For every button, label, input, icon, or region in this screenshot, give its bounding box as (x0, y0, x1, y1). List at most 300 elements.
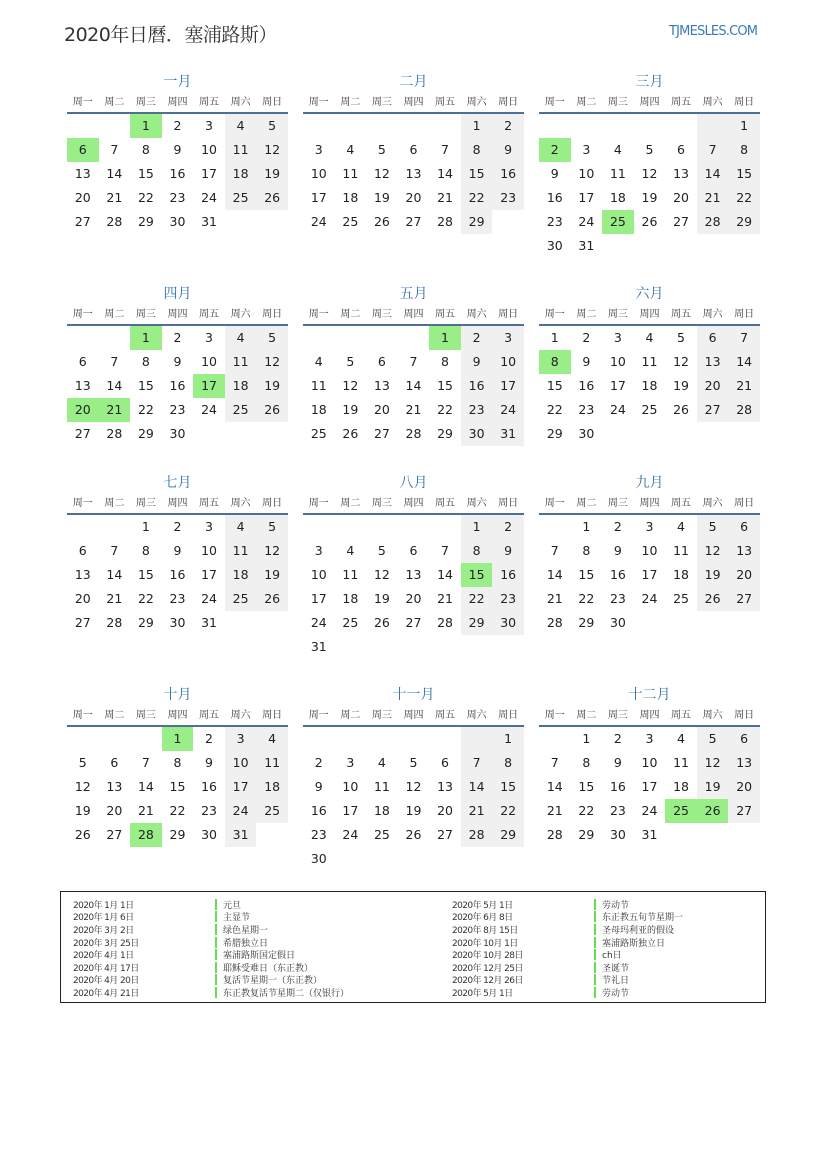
day-cell[interactable]: 31 (578, 238, 595, 253)
day-cell[interactable]: 7 (441, 142, 449, 157)
day-cell[interactable]: 29 (728, 210, 760, 234)
day-cell[interactable]: 8 (492, 751, 524, 775)
day-cell[interactable]: 29 (578, 615, 595, 630)
day-cell[interactable]: 19 (641, 190, 658, 205)
day-cell[interactable]: 14 (106, 567, 123, 582)
day-cell[interactable]: 28 (106, 615, 123, 630)
day-cell[interactable]: 20 (405, 190, 422, 205)
day-cell[interactable]: 24 (342, 827, 359, 842)
day-cell[interactable]: 28 (546, 615, 563, 630)
day-cell[interactable]: 2 (461, 326, 493, 350)
day-cell[interactable]: 13 (437, 779, 453, 794)
day-cell[interactable]: 26 (641, 214, 658, 229)
day-cell[interactable]: 21 (106, 591, 123, 606)
day-cell[interactable]: 14 (461, 775, 493, 799)
day-cell[interactable]: 12 (342, 378, 359, 393)
day-cell[interactable]: 16 (169, 166, 186, 181)
site-link[interactable]: TJMESLES.COM (669, 24, 758, 39)
day-cell[interactable]: 28 (106, 426, 123, 441)
day-cell[interactable]: 22 (169, 803, 186, 818)
day-cell[interactable]: 13 (373, 378, 390, 393)
day-cell[interactable]: 23 (546, 214, 563, 229)
day-cell[interactable]: 12 (697, 751, 729, 775)
day-cell[interactable]: 9 (492, 138, 524, 162)
day-cell[interactable]: 7 (697, 138, 729, 162)
day-cell[interactable]: 3 (492, 326, 524, 350)
day-cell[interactable]: 29 (492, 823, 524, 847)
day-cell[interactable]: 17 (342, 803, 359, 818)
day-cell[interactable]: 29 (169, 827, 186, 842)
day-cell[interactable]: 15 (437, 378, 453, 393)
day-cell[interactable]: 9 (173, 354, 182, 369)
day-cell[interactable]: 4 (346, 543, 355, 558)
day-cell[interactable]: 19 (405, 803, 422, 818)
day-cell[interactable]: 30 (578, 426, 595, 441)
day-cell[interactable]: 10 (342, 779, 359, 794)
day-cell[interactable]: 13 (405, 166, 422, 181)
day-cell[interactable]: 6 (377, 354, 386, 369)
day-cell[interactable]: 5 (377, 543, 386, 558)
day-cell[interactable]: 23 (169, 591, 186, 606)
day-cell[interactable]: 24 (201, 591, 217, 606)
day-cell[interactable]: 23 (169, 402, 186, 417)
day-cell[interactable]: 2 (173, 118, 182, 133)
day-cell[interactable]: 22 (492, 799, 524, 823)
day-cell[interactable]: 23 (609, 591, 626, 606)
day-cell[interactable]: 3 (346, 755, 355, 770)
day-cell[interactable]: 4 (225, 114, 257, 138)
day-cell[interactable]: 31 (201, 214, 217, 229)
day-cell[interactable]: 24 (201, 402, 217, 417)
day-cell[interactable]: 5 (645, 142, 654, 157)
day-cell[interactable]: 19 (373, 190, 390, 205)
day-cell[interactable]: 7 (441, 543, 449, 558)
day-cell[interactable]: 11 (609, 166, 626, 181)
day-cell[interactable]: 24 (201, 190, 217, 205)
day-cell[interactable]: 11 (342, 166, 359, 181)
day-cell[interactable]: 26 (256, 398, 288, 422)
day-cell[interactable]: 19 (673, 378, 689, 393)
day-cell[interactable]: 23 (461, 398, 493, 422)
day-cell[interactable]: 4 (225, 326, 257, 350)
day-cell[interactable]: 9 (550, 166, 559, 181)
day-cell[interactable]: 18 (225, 374, 257, 398)
day-cell[interactable]: 11 (342, 567, 359, 582)
day-cell[interactable]: 8 (141, 354, 150, 369)
day-cell[interactable]: 10 (225, 751, 257, 775)
day-cell[interactable]: 22 (546, 402, 563, 417)
day-cell[interactable]: 8 (582, 543, 591, 558)
day-cell[interactable]: 27 (697, 398, 729, 422)
day-cell[interactable]: 11 (310, 378, 327, 393)
day-cell[interactable]: 19 (256, 563, 288, 587)
day-cell[interactable]: 14 (437, 567, 453, 582)
day-cell[interactable]: 15 (578, 567, 595, 582)
day-cell[interactable]: 28 (405, 426, 422, 441)
day-cell[interactable]: 6 (728, 515, 760, 539)
day-cell[interactable]: 15 (169, 779, 186, 794)
day-cell[interactable]: 19 (256, 374, 288, 398)
holiday-day-cell[interactable]: 1 (130, 326, 162, 350)
day-cell[interactable]: 13 (728, 751, 760, 775)
day-cell[interactable]: 27 (405, 214, 422, 229)
day-cell[interactable]: 26 (342, 426, 359, 441)
day-cell[interactable]: 11 (373, 779, 390, 794)
day-cell[interactable]: 1 (461, 515, 493, 539)
day-cell[interactable]: 9 (205, 755, 213, 770)
holiday-day-cell[interactable]: 26 (697, 799, 729, 823)
day-cell[interactable]: 9 (613, 543, 622, 558)
holiday-day-cell[interactable]: 17 (193, 374, 225, 398)
day-cell[interactable]: 30 (461, 422, 493, 446)
day-cell[interactable]: 18 (342, 591, 359, 606)
day-cell[interactable]: 20 (437, 803, 453, 818)
day-cell[interactable]: 11 (641, 354, 658, 369)
day-cell[interactable]: 9 (613, 755, 622, 770)
day-cell[interactable]: 20 (728, 775, 760, 799)
day-cell[interactable]: 16 (492, 162, 524, 186)
day-cell[interactable]: 7 (550, 543, 559, 558)
day-cell[interactable]: 8 (141, 142, 150, 157)
day-cell[interactable]: 2 (492, 114, 524, 138)
day-cell[interactable]: 12 (697, 539, 729, 563)
day-cell[interactable]: 25 (373, 827, 390, 842)
day-cell[interactable]: 30 (492, 611, 524, 635)
day-cell[interactable]: 26 (697, 587, 729, 611)
day-cell[interactable]: 5 (256, 114, 288, 138)
day-cell[interactable]: 22 (137, 591, 154, 606)
day-cell[interactable]: 14 (728, 350, 760, 374)
day-cell[interactable]: 27 (728, 587, 760, 611)
day-cell[interactable]: 12 (256, 539, 288, 563)
day-cell[interactable]: 15 (461, 162, 493, 186)
day-cell[interactable]: 15 (137, 166, 154, 181)
day-cell[interactable]: 18 (256, 775, 288, 799)
day-cell[interactable]: 23 (578, 402, 595, 417)
day-cell[interactable]: 23 (492, 186, 524, 210)
day-cell[interactable]: 23 (169, 190, 186, 205)
day-cell[interactable]: 14 (546, 779, 563, 794)
day-cell[interactable]: 18 (609, 190, 626, 205)
holiday-day-cell[interactable]: 1 (162, 727, 194, 751)
day-cell[interactable]: 18 (310, 402, 327, 417)
day-cell[interactable]: 22 (137, 402, 154, 417)
day-cell[interactable]: 18 (673, 567, 689, 582)
day-cell[interactable]: 14 (137, 779, 154, 794)
day-cell[interactable]: 22 (461, 587, 493, 611)
day-cell[interactable]: 27 (373, 426, 390, 441)
day-cell[interactable]: 1 (492, 727, 524, 751)
day-cell[interactable]: 30 (609, 615, 626, 630)
day-cell[interactable]: 15 (546, 378, 563, 393)
day-cell[interactable]: 21 (137, 803, 154, 818)
day-cell[interactable]: 18 (225, 563, 257, 587)
day-cell[interactable]: 24 (578, 214, 595, 229)
day-cell[interactable]: 3 (582, 142, 591, 157)
day-cell[interactable]: 23 (201, 803, 217, 818)
day-cell[interactable]: 6 (78, 354, 87, 369)
holiday-day-cell[interactable]: 1 (429, 326, 461, 350)
day-cell[interactable]: 6 (697, 326, 729, 350)
day-cell[interactable]: 2 (492, 515, 524, 539)
day-cell[interactable]: 24 (641, 591, 658, 606)
day-cell[interactable]: 29 (137, 214, 154, 229)
holiday-day-cell[interactable]: 6 (67, 138, 99, 162)
day-cell[interactable]: 21 (728, 374, 760, 398)
day-cell[interactable]: 25 (225, 587, 257, 611)
day-cell[interactable]: 2 (173, 330, 182, 345)
day-cell[interactable]: 28 (437, 615, 453, 630)
day-cell[interactable]: 19 (256, 162, 288, 186)
day-cell[interactable]: 13 (74, 378, 91, 393)
day-cell[interactable]: 9 (314, 779, 323, 794)
day-cell[interactable]: 20 (106, 803, 123, 818)
day-cell[interactable]: 17 (578, 190, 595, 205)
day-cell[interactable]: 2 (173, 519, 182, 534)
day-cell[interactable]: 24 (310, 615, 327, 630)
day-cell[interactable]: 8 (582, 755, 591, 770)
day-cell[interactable]: 27 (728, 799, 760, 823)
day-cell[interactable]: 3 (314, 142, 323, 157)
day-cell[interactable]: 11 (225, 350, 257, 374)
day-cell[interactable]: 10 (492, 350, 524, 374)
day-cell[interactable]: 13 (74, 567, 91, 582)
day-cell[interactable]: 14 (106, 166, 123, 181)
day-cell[interactable]: 5 (409, 755, 418, 770)
day-cell[interactable]: 27 (106, 827, 123, 842)
day-cell[interactable]: 5 (78, 755, 87, 770)
day-cell[interactable]: 22 (461, 186, 493, 210)
day-cell[interactable]: 8 (461, 138, 493, 162)
day-cell[interactable]: 30 (169, 615, 186, 630)
day-cell[interactable]: 7 (110, 354, 119, 369)
day-cell[interactable]: 18 (373, 803, 390, 818)
day-cell[interactable]: 22 (578, 591, 595, 606)
day-cell[interactable]: 21 (437, 190, 453, 205)
day-cell[interactable]: 25 (225, 398, 257, 422)
day-cell[interactable]: 13 (405, 567, 422, 582)
day-cell[interactable]: 1 (582, 519, 591, 534)
day-cell[interactable]: 17 (201, 166, 217, 181)
day-cell[interactable]: 23 (609, 803, 626, 818)
day-cell[interactable]: 20 (728, 563, 760, 587)
day-cell[interactable]: 8 (461, 539, 493, 563)
day-cell[interactable]: 29 (437, 426, 453, 441)
day-cell[interactable]: 19 (697, 775, 729, 799)
day-cell[interactable]: 29 (461, 210, 493, 234)
day-cell[interactable]: 11 (225, 138, 257, 162)
day-cell[interactable]: 9 (173, 543, 182, 558)
day-cell[interactable]: 18 (673, 779, 689, 794)
day-cell[interactable]: 15 (578, 779, 595, 794)
day-cell[interactable]: 7 (110, 142, 119, 157)
day-cell[interactable]: 10 (201, 142, 217, 157)
day-cell[interactable]: 17 (492, 374, 524, 398)
day-cell[interactable]: 2 (582, 330, 591, 345)
holiday-day-cell[interactable]: 15 (461, 563, 493, 587)
day-cell[interactable]: 6 (110, 755, 119, 770)
day-cell[interactable]: 15 (137, 378, 154, 393)
day-cell[interactable]: 10 (578, 166, 595, 181)
day-cell[interactable]: 23 (310, 827, 327, 842)
day-cell[interactable]: 16 (578, 378, 595, 393)
day-cell[interactable]: 7 (409, 354, 418, 369)
day-cell[interactable]: 12 (256, 138, 288, 162)
day-cell[interactable]: 25 (342, 214, 359, 229)
day-cell[interactable]: 17 (609, 378, 626, 393)
day-cell[interactable]: 29 (137, 426, 154, 441)
day-cell[interactable]: 3 (205, 118, 213, 133)
day-cell[interactable]: 8 (728, 138, 760, 162)
day-cell[interactable]: 17 (310, 190, 327, 205)
day-cell[interactable]: 9 (461, 350, 493, 374)
day-cell[interactable]: 28 (461, 823, 493, 847)
day-cell[interactable]: 22 (437, 402, 453, 417)
day-cell[interactable]: 3 (205, 330, 213, 345)
day-cell[interactable]: 13 (673, 166, 689, 181)
day-cell[interactable]: 24 (609, 402, 626, 417)
day-cell[interactable]: 3 (225, 727, 257, 751)
day-cell[interactable]: 11 (225, 539, 257, 563)
day-cell[interactable]: 26 (405, 827, 422, 842)
day-cell[interactable]: 1 (550, 330, 559, 345)
day-cell[interactable]: 16 (609, 567, 626, 582)
day-cell[interactable]: 14 (546, 567, 563, 582)
day-cell[interactable]: 10 (310, 166, 327, 181)
day-cell[interactable]: 13 (728, 539, 760, 563)
day-cell[interactable]: 4 (377, 755, 386, 770)
day-cell[interactable]: 29 (546, 426, 563, 441)
day-cell[interactable]: 16 (169, 378, 186, 393)
day-cell[interactable]: 20 (405, 591, 422, 606)
holiday-day-cell[interactable]: 8 (539, 350, 571, 374)
day-cell[interactable]: 21 (697, 186, 729, 210)
day-cell[interactable]: 5 (346, 354, 355, 369)
day-cell[interactable]: 4 (256, 727, 288, 751)
day-cell[interactable]: 12 (256, 350, 288, 374)
day-cell[interactable]: 25 (673, 591, 689, 606)
day-cell[interactable]: 8 (141, 543, 150, 558)
holiday-day-cell[interactable]: 1 (130, 114, 162, 138)
day-cell[interactable]: 2 (613, 519, 622, 534)
day-cell[interactable]: 11 (673, 543, 689, 558)
day-cell[interactable]: 17 (225, 775, 257, 799)
holiday-day-cell[interactable]: 2 (539, 138, 571, 162)
day-cell[interactable]: 31 (492, 422, 524, 446)
day-cell[interactable]: 15 (137, 567, 154, 582)
day-cell[interactable]: 22 (728, 186, 760, 210)
day-cell[interactable]: 15 (492, 775, 524, 799)
day-cell[interactable]: 9 (173, 142, 182, 157)
day-cell[interactable]: 28 (437, 214, 453, 229)
day-cell[interactable]: 8 (173, 755, 182, 770)
day-cell[interactable]: 4 (677, 731, 685, 746)
day-cell[interactable]: 16 (461, 374, 493, 398)
day-cell[interactable]: 16 (546, 190, 563, 205)
day-cell[interactable]: 15 (728, 162, 760, 186)
day-cell[interactable]: 30 (546, 238, 563, 253)
day-cell[interactable]: 26 (373, 615, 390, 630)
day-cell[interactable]: 26 (373, 214, 390, 229)
day-cell[interactable]: 24 (310, 214, 327, 229)
day-cell[interactable]: 16 (609, 779, 626, 794)
day-cell[interactable]: 25 (310, 426, 327, 441)
day-cell[interactable]: 26 (673, 402, 689, 417)
day-cell[interactable]: 21 (461, 799, 493, 823)
day-cell[interactable]: 3 (645, 519, 654, 534)
day-cell[interactable]: 30 (609, 827, 626, 842)
day-cell[interactable]: 17 (641, 567, 658, 582)
day-cell[interactable]: 13 (697, 350, 729, 374)
day-cell[interactable]: 5 (677, 330, 685, 345)
holiday-day-cell[interactable]: 25 (665, 799, 697, 823)
day-cell[interactable]: 16 (492, 563, 524, 587)
day-cell[interactable]: 3 (645, 731, 654, 746)
day-cell[interactable]: 10 (201, 354, 217, 369)
day-cell[interactable]: 4 (645, 330, 654, 345)
day-cell[interactable]: 25 (641, 402, 658, 417)
day-cell[interactable]: 3 (314, 543, 323, 558)
day-cell[interactable]: 21 (405, 402, 422, 417)
day-cell[interactable]: 27 (437, 827, 453, 842)
day-cell[interactable]: 7 (728, 326, 760, 350)
day-cell[interactable]: 29 (461, 611, 493, 635)
day-cell[interactable]: 21 (546, 591, 563, 606)
day-cell[interactable]: 24 (492, 398, 524, 422)
day-cell[interactable]: 19 (373, 591, 390, 606)
day-cell[interactable]: 18 (225, 162, 257, 186)
day-cell[interactable]: 10 (201, 543, 217, 558)
day-cell[interactable]: 28 (697, 210, 729, 234)
day-cell[interactable]: 1 (728, 114, 760, 138)
day-cell[interactable]: 7 (461, 751, 493, 775)
day-cell[interactable]: 11 (256, 751, 288, 775)
day-cell[interactable]: 9 (582, 354, 591, 369)
day-cell[interactable]: 30 (169, 426, 186, 441)
day-cell[interactable]: 29 (137, 615, 154, 630)
day-cell[interactable]: 20 (74, 190, 91, 205)
day-cell[interactable]: 1 (461, 114, 493, 138)
day-cell[interactable]: 10 (609, 354, 626, 369)
day-cell[interactable]: 6 (728, 727, 760, 751)
day-cell[interactable]: 29 (578, 827, 595, 842)
day-cell[interactable]: 4 (225, 515, 257, 539)
day-cell[interactable]: 3 (205, 519, 213, 534)
day-cell[interactable]: 14 (405, 378, 422, 393)
day-cell[interactable]: 4 (314, 354, 323, 369)
day-cell[interactable]: 19 (74, 803, 91, 818)
day-cell[interactable]: 16 (201, 779, 217, 794)
day-cell[interactable]: 10 (641, 755, 658, 770)
day-cell[interactable]: 5 (256, 515, 288, 539)
day-cell[interactable]: 6 (677, 142, 685, 157)
day-cell[interactable]: 7 (141, 755, 150, 770)
day-cell[interactable]: 4 (346, 142, 355, 157)
day-cell[interactable]: 17 (201, 567, 217, 582)
day-cell[interactable]: 20 (74, 591, 91, 606)
day-cell[interactable]: 12 (641, 166, 658, 181)
day-cell[interactable]: 25 (225, 186, 257, 210)
day-cell[interactable]: 26 (74, 827, 91, 842)
day-cell[interactable]: 26 (256, 186, 288, 210)
day-cell[interactable]: 5 (697, 515, 729, 539)
day-cell[interactable]: 2 (314, 755, 323, 770)
day-cell[interactable]: 25 (342, 615, 359, 630)
day-cell[interactable]: 31 (201, 615, 217, 630)
day-cell[interactable]: 19 (342, 402, 359, 417)
day-cell[interactable]: 5 (377, 142, 386, 157)
day-cell[interactable]: 18 (641, 378, 658, 393)
